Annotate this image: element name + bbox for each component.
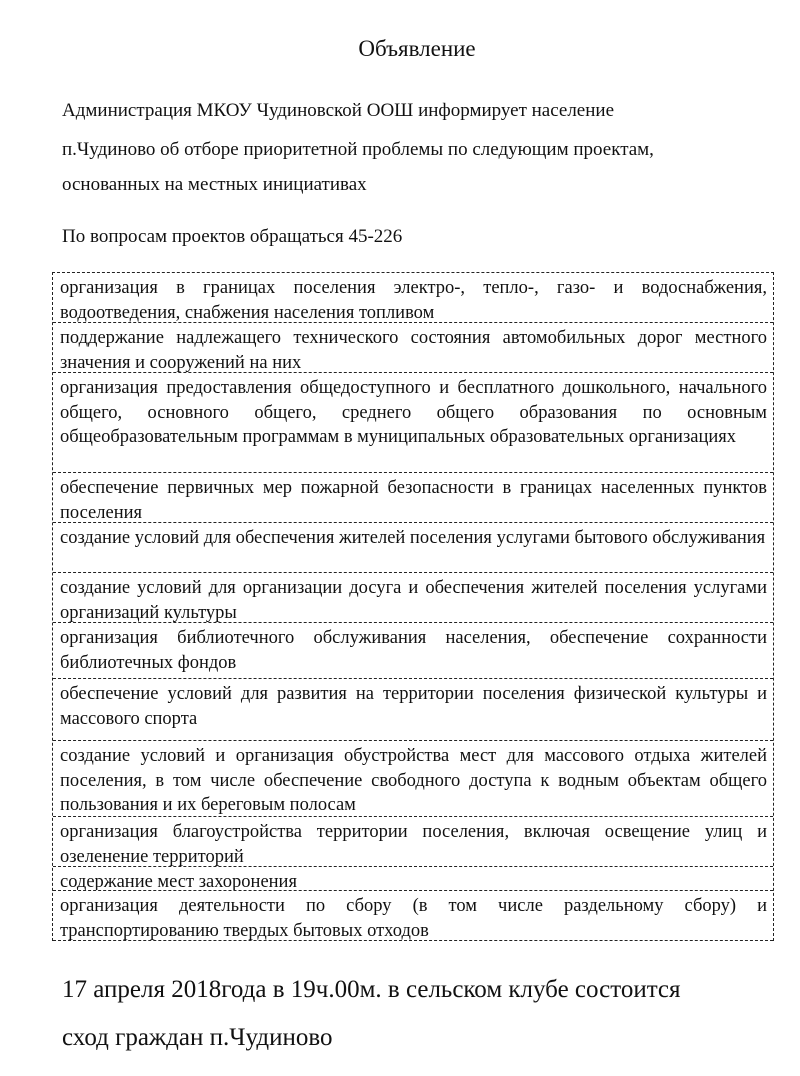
page-title: Объявление (358, 36, 476, 61)
project-row-8: обеспечение условий для развития на территории поселения физической культуры и массового спорта (53, 679, 773, 741)
meeting-announcement-line-1: 17 апреля 2018года в 19ч.00м. в сельском клубе состоится (62, 976, 681, 1003)
intro-line-2: п.Чудиново об отборе приоритетной проблемы по следующим проектам, (62, 139, 654, 160)
intro-line-1: Администрация МКОУ Чудиновской ООШ информирует население (62, 100, 615, 121)
project-row-4: обеспечение первичных мер пожарной безопасности в границах населенных пунктов поселения (53, 473, 773, 523)
project-row-3: организация предоставления общедоступного и бесплатного дошкольного, начального общего, основного общего, среднего общего образования по основным общеобразовательным программам в муниципальных образовательных организациях (53, 373, 773, 473)
project-row-9: создание условий и организация обустройства мест для массового отдыха жителей поселения, в том числе обеспечение свободного доступа к водным объектам общего пользования и их береговым полосам (53, 741, 773, 817)
project-row-5: создание условий для обеспечения жителей поселения услугами бытового обслуживания (53, 523, 773, 573)
intro-line-3: основанных на местных инициативах (62, 174, 367, 195)
project-row-1: организация в границах поселения электро-, тепло-, газо- и водоснабжения, водоотведения, снабжения населения топливом (53, 273, 773, 323)
project-row-12: организация деятельности по сбору (в том числе раздельному сбору) и транспортированию твердых бытовых отходов (53, 891, 773, 941)
meeting-announcement-line-2: сход граждан п.Чудиново (62, 1024, 333, 1051)
project-row-6: создание условий для организации досуга и обеспечения жителей поселения услугами организаций культуры (53, 573, 773, 623)
projects-table (52, 272, 774, 941)
project-row-11: содержание мест захоронения (53, 867, 773, 891)
project-row-10: организация благоустройства территории поселения, включая освещение улиц и озеленение территорий (53, 817, 773, 867)
project-row-2: поддержание надлежащего технического состояния автомобильных дорог местного значения и сооружений на них (53, 323, 773, 373)
contact-info: По вопросам проектов обращаться 45-226 (62, 226, 403, 247)
project-row-7: организация библиотечного обслуживания населения, обеспечение сохранности библиотечных фондов (53, 623, 773, 679)
